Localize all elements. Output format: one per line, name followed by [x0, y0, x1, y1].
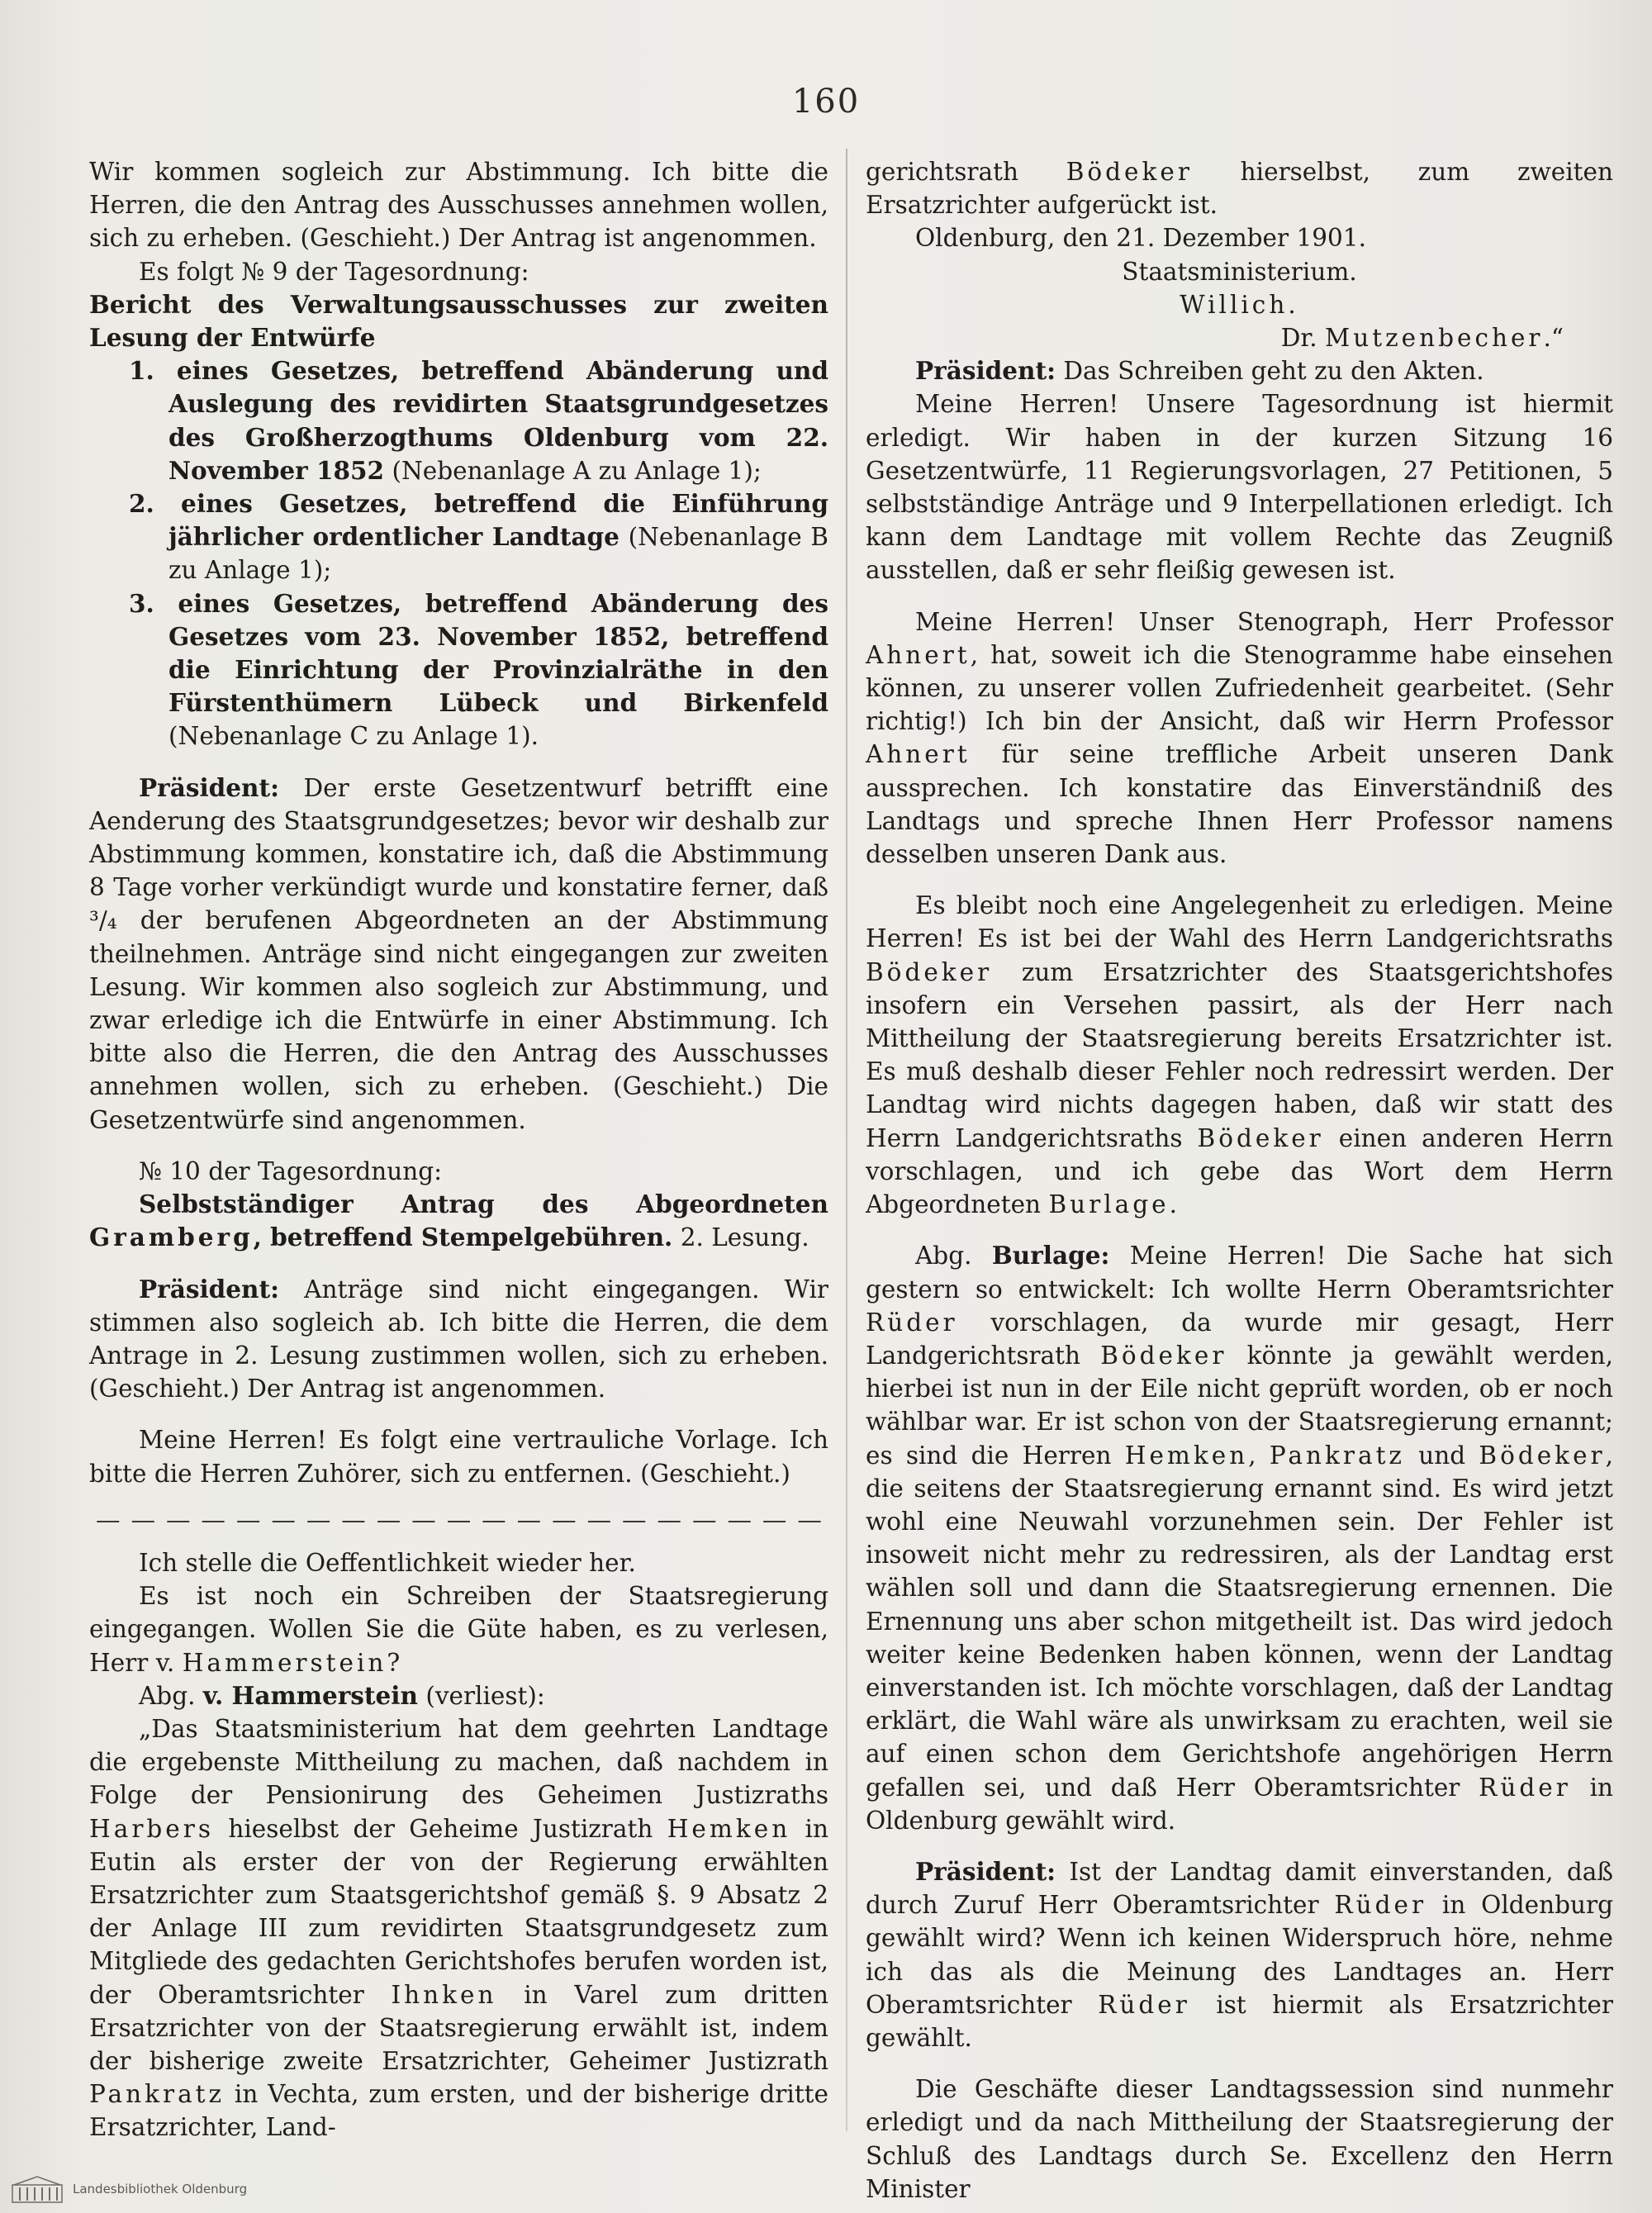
library-building-icon	[12, 2175, 63, 2203]
speaker-label: Präsident:	[139, 772, 280, 802]
separator-dash: —	[376, 1505, 401, 1534]
right-column	[866, 155, 1613, 2206]
paragraph-text: № 10 der Tagesordnung:	[139, 1156, 443, 1185]
speech-paragraph	[866, 889, 1613, 1221]
speech-text: Anträge sind nicht eingegangen. Wir stimmen also sogleich ab. Ich bitte die Herren, die dem Antrage in 2. Lesung zustimmen wollen, sich zu erheben. (Geschieht.) Der Antrag ist angenommen.	[89, 1275, 828, 1403]
speech-paragraph	[866, 1239, 1613, 1837]
letter-segment: hieselbst der Geheime Justizrath	[214, 1814, 667, 1843]
letter-segment: in Varel zum dritten Ersatzrichter von der Staatsregierung erwählt ist, indem der bisherige zweite Ersatzrichter, Geheimer Justizrath	[89, 1980, 828, 2075]
speech-text: und	[1404, 1441, 1479, 1470]
speech-text: (verliest):	[417, 1681, 545, 1710]
speech-text: .	[1169, 1190, 1177, 1219]
speech-text: Meine Herren! Unsere Tagesordnung ist hiermit erledigt. Wir haben in der kurzen Sitzung 16 Gesetzentwürfe, 11 Regierungsvorlagen, 27 Petitionen, 5 selbstständige Anträge und 9 Interpellationen erledigt. Ich kann dem Landtage mit vollem Rechte das Zeugniß ausstellen, daß er sehr fleißig gewesen ist.	[866, 390, 1613, 585]
speech-paragraph	[89, 1273, 828, 1406]
separator-dash: —	[516, 1505, 542, 1534]
speech-text: Ich stelle die Oeffentlichkeit wieder her.	[139, 1548, 636, 1577]
separator-dash: —	[727, 1505, 752, 1534]
person-name: Bödeker	[1066, 158, 1193, 186]
person-name: Burlage	[1048, 1190, 1170, 1219]
separator-dash: —	[482, 1505, 506, 1534]
reading-label: 2. Lesung.	[672, 1223, 809, 1252]
separator-dash: —	[691, 1505, 717, 1534]
speech-text: Meine Herren! Die Sache hat sich gestern so entwickelt: Ich wollte Herrn Oberamtsrichter	[866, 1242, 1613, 1304]
speech-text: , die seitens der Staatsregierung ernannt sind. Es wird jetzt wohl eine Neuwahl vorzunehmen sein. Der Fehler ist insoweit nicht mehr zu redressiren, als der Landtag erst wählen soll und dann die Staatsregierung ernennen. Die Ernennung uns aber schon mitgetheilt ist. Das wird jedoch weiter keine Bedenken haben können, wenn der Landtag einverstanden ist. Ich möchte vorschlagen, daß der Landtag erklärt, die Wahl wäre als unwirksam zu erachten, weil sie auf einen schon dem Gerichtshofe angehörigen Herrn gefallen sei, und daß Herr Oberamtsrichter	[866, 1441, 1614, 1802]
person-name: Rüder	[1098, 1990, 1190, 2019]
person-name: Willich.	[1180, 290, 1299, 319]
paragraph-text: Wir kommen sogleich zur Abstimmung. Ich bitte die Herren, die den Antrag des Ausschusses annehmen wollen, sich zu erheben. (Geschieht.) Der Antrag ist angenommen.	[89, 158, 828, 253]
person-name: Hemken	[667, 1814, 791, 1843]
letter-text	[866, 155, 1613, 221]
page-number: 160	[791, 83, 861, 121]
person-name: Bödeker	[1197, 1123, 1324, 1152]
letter-segment: gerichtsrath	[866, 158, 1066, 186]
person-name: Ahnert	[866, 740, 971, 769]
person-name: Bödeker	[1479, 1441, 1606, 1470]
separator-dash: —	[446, 1505, 472, 1534]
heading-text: , betreffend Stempelgebühren.	[253, 1223, 673, 1252]
letter-date	[866, 221, 1613, 254]
list-item-ref: (Nebenanlage A zu Anlage 1);	[384, 456, 762, 485]
person-name: Ihnken	[391, 1980, 497, 2009]
separator-dash: —	[341, 1505, 366, 1534]
speaker-prefix: Abg.	[915, 1242, 992, 1270]
letter-ministry	[866, 255, 1613, 288]
speech-text: Es ist noch ein Schreiben der Staatsregierung eingegangen. Wollen Sie die Güte haben, es zu verlesen, Herr v.	[89, 1582, 828, 1677]
person-name: Pankratz	[89, 2080, 225, 2109]
speech-paragraph	[89, 1679, 828, 1712]
speech-text: ist hiermit als Ersatzrichter gewählt.	[866, 1990, 1613, 2052]
speech-text: einen anderen Herrn vorschlagen, und ich gebe das Wort dem Herrn Abgeordneten	[866, 1123, 1614, 1219]
separator-dash: —	[552, 1505, 577, 1534]
left-column	[89, 155, 828, 2144]
person-name: Harbers	[89, 1814, 214, 1843]
letter-segment: hierselbst, zum zweiten Ersatzrichter aufgerückt ist.	[866, 158, 1613, 220]
speech-text: zum Ersatzrichter des Staatsgerichtshofes insofern ein Versehen passirt, als der Herr nach Mittheilung der Staatsregierung bereits Ersatzrichter ist. Es muß deshalb dieser Fehler noch redressirt werden. Der Landtag wird nichts dagegen haben, daß wir statt des Herrn Landgerichtsraths	[866, 957, 1613, 1152]
speaker-label: Präsident:	[915, 356, 1056, 386]
speech-text: Meine Herren! Unser Stenograph, Herr Professor	[915, 607, 1613, 636]
speech-text: könnte ja gewählt werden, hierbei ist nun in der Eile nicht geprüft worden, ob er noch wählbar war. Er ist schon von der Staatsregierung ernannt; es sind die Herren	[866, 1341, 1613, 1470]
separator-dash: —	[271, 1505, 296, 1534]
speech-text: für seine treffliche Arbeit unseren Dank aussprechen. Ich konstatire das Einverständniß des Landtags und spreche Ihnen Herr Professor namens desselben unseren Dank aus.	[866, 740, 1613, 869]
speech-text: Meine Herren! Es folgt eine vertrauliche Vorlage. Ich bitte die Herren Zuhörer, sich zu entfernen. (Geschieht.)	[89, 1426, 828, 1488]
separator-dash: —	[306, 1505, 331, 1534]
person-name: Mutzenbecher	[1325, 324, 1544, 353]
section-separator	[89, 1503, 828, 1536]
ministry-text: Staatsministerium.	[1122, 257, 1357, 286]
speaker-label: v. Hammerstein	[202, 1680, 418, 1710]
list-item	[129, 587, 828, 753]
separator-dash: —	[586, 1505, 612, 1534]
person-name: Bödeker	[866, 957, 993, 986]
list-item-ref: (Nebenanlage C zu Anlage 1).	[169, 722, 539, 751]
letter-segment: in Vechta, zum ersten, und der bisherige dritte Ersatzrichter, Land-	[89, 2080, 828, 2142]
speech-text: vorschlagen, da wurde mir gesagt, Herr Landgerichtsrath	[866, 1308, 1613, 1370]
separator-dash: —	[96, 1505, 121, 1534]
speech-paragraph	[866, 1855, 1613, 2054]
motion-heading	[89, 1188, 828, 1254]
speaker-label: Burlage:	[991, 1241, 1110, 1270]
person-name: Bödeker	[1100, 1341, 1227, 1370]
letter-signature	[866, 288, 1613, 321]
speech-text: , hat, soweit ich die Stenogramme habe einsehen können, zu unserer vollen Zufriedenheit gearbeitet. (Sehr richtig!) Ich bin der Ansicht, daß wir Herrn Professor	[866, 640, 1613, 736]
speech-paragraph	[866, 354, 1613, 387]
list-item-ref: (Nebenanlage B zu Anlage 1);	[169, 523, 828, 585]
speaker-label: Präsident:	[139, 1274, 280, 1304]
separator-dash: —	[235, 1505, 261, 1534]
speech-text: ,	[1248, 1441, 1270, 1470]
separator-dash: —	[165, 1505, 191, 1534]
heading-text: Bericht des Verwaltungsausschusses zur zweiten Lesung der Entwürfe	[89, 289, 828, 353]
date-text: Oldenburg, den 21. Dezember 1901.	[915, 224, 1366, 253]
heading-text: Selbstständiger Antrag des Abgeordneten	[139, 1190, 828, 1219]
title-text: Dr.	[1280, 324, 1326, 353]
agenda-item-heading	[89, 1155, 828, 1188]
list-item	[129, 354, 828, 487]
letter-segment: „Das Staatsministerium hat dem geehrten Landtage die ergebenste Mittheilung zu machen, daß nachdem in Folge der Pensionirung des Geheimen Justizraths	[89, 1714, 828, 1810]
speech-paragraph	[89, 1579, 828, 1679]
speaker-label: Präsident:	[915, 1856, 1056, 1886]
paragraph	[89, 155, 828, 255]
speech-text: Ist der Landtag damit einverstanden, daß durch Zuruf Herr Oberamtsrichter	[866, 1857, 1613, 1920]
person-name: Gramberg	[89, 1223, 254, 1252]
list-item	[129, 487, 828, 587]
person-name: Rüder	[866, 1308, 958, 1337]
speech-paragraph	[866, 605, 1613, 871]
report-heading	[89, 288, 828, 354]
paragraph-text: Es folgt № 9 der Tagesordnung:	[139, 257, 529, 286]
column-divider	[846, 149, 847, 2131]
person-name: Hammerstein	[182, 1648, 387, 1677]
speech-text: Das Schreiben geht zu den Akten.	[1056, 357, 1484, 386]
speech-text: Der erste Gesetzentwurf betrifft eine Aenderung des Staatsgrundgesetzes; bevor wir deshalb zur Abstimmung kommen, konstatire ich, daß die Abstimmung 8 Tage vorher verkündigt wurde und konstatire ferner, daß ³/₄ der berufenen Abgeordneten an der Abstimmung theilnehmen. Anträge sind nicht eingegangen zur zweiten Lesung. Wir kommen also sogleich zur Abstimmung, und zwar erledige ich die Entwürfe in einer Abstimmung. Ich bitte also die Herren, die den Antrag des Ausschusses annehmen wollen, sich zu erheben. (Geschieht.) Die Gesetzentwürfe sind angenommen.	[89, 773, 828, 1134]
person-name: Rüder	[1334, 1891, 1427, 1920]
letter-segment: in Eutin als erster der von der Regierung erwählten Ersatzrichter zum Staatsgerichtshof gemäß §. 9 Absatz 2 der Anlage III zum revidirten Staatsgrundgesetz zum Mitgliede des gedachten Gerichtshofes berufen worden ist, der Oberamtsrichter	[89, 1814, 828, 2009]
list-item-title: 3. eines Gesetzes, betreffend Abänderung des Gesetzes vom 23. November 1852, betreffend die Einrichtung der Provinzialräthe in den Fürstenthümern Lübeck und Birkenfeld	[129, 588, 828, 718]
speech-text: in Oldenburg gewählt wird.	[866, 1773, 1614, 1835]
speech-text: Die Geschäfte dieser Landtagssession sind nunmehr erledigt und da nach Mittheilung der Staatsregierung der Schluß des Landtags durch Se. Excellenz den Herrn Minister	[866, 2075, 1613, 2203]
speech-paragraph	[866, 2073, 1613, 2206]
speech-paragraph	[89, 1423, 828, 1489]
library-name: Landesbibliothek Oldenburg	[73, 2182, 248, 2196]
letter-text	[89, 1712, 828, 2144]
speaker-prefix: Abg.	[139, 1681, 203, 1710]
separator-dash: —	[797, 1505, 822, 1534]
separator-dash: —	[657, 1505, 681, 1534]
separator-dash: —	[622, 1505, 647, 1534]
person-name: Pankratz	[1269, 1441, 1405, 1470]
signature-end: .“	[1543, 324, 1564, 353]
separator-dash: —	[762, 1505, 787, 1534]
list-item-title: 2. eines Gesetzes, betreffend die Einführung jährlicher ordentlicher Landtage	[129, 489, 828, 552]
person-name: Rüder	[1479, 1773, 1571, 1802]
library-footer	[12, 2174, 247, 2204]
letter-signature	[866, 321, 1613, 354]
speech-paragraph	[866, 387, 1613, 586]
speech-paragraph	[89, 772, 828, 1137]
separator-dash: —	[131, 1505, 155, 1534]
speech-paragraph	[89, 1546, 828, 1579]
speech-text: in Oldenburg gewählt wird? Wenn ich keinen Widerspruch höre, nehme ich das als die Meinung des Landtages an. Herr Oberamtsrichter	[866, 1891, 1613, 2019]
separator-dash: —	[201, 1505, 225, 1534]
person-name: Ahnert	[866, 640, 971, 669]
separator-dash: —	[411, 1505, 436, 1534]
speech-text: ?	[387, 1648, 401, 1677]
agenda-item-heading	[89, 255, 828, 288]
list-item-title: 1. eines Gesetzes, betreffend Abänderung und Auslegung des revidirten Staatsgrundgesetzes des Großherzogthums Oldenburg vom 22. November 1852	[129, 356, 828, 485]
person-name: Hemken	[1124, 1441, 1249, 1470]
speech-text: Es bleibt noch eine Angelegenheit zu erledigen. Meine Herren! Es ist bei der Wahl des Herrn Landgerichtsraths	[866, 891, 1613, 953]
